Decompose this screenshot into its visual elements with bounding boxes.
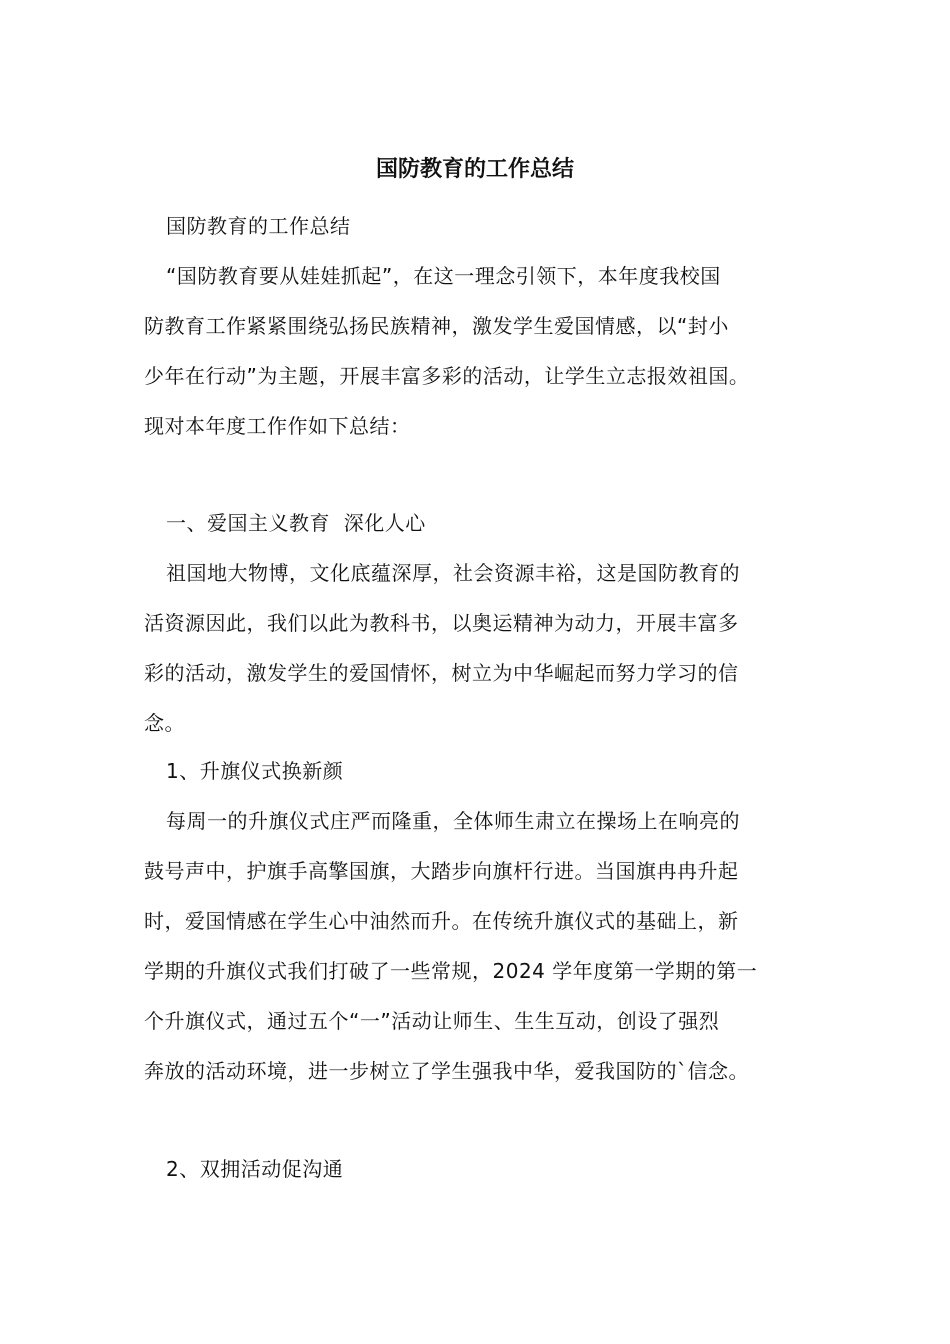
paragraph-line: 念。 — [144, 711, 185, 735]
subsection-heading: 1、升旗仪式换新颜 — [166, 759, 344, 783]
paragraph-line: 少年在行动”为主题，开展丰富多彩的活动，让学生立志报效祖国。 — [144, 364, 750, 388]
subsection-1-heading-block — [144, 746, 820, 796]
paragraph-line: 奔放的活动环境，进一步树立了学生强我中华，爱我国防的`信念。 — [144, 1059, 749, 1083]
paragraph-line: 活资源因此，我们以此为教科书，以奥运精神为动力，开展丰富多 — [144, 611, 739, 635]
paragraph-line: 个升旗仪式，通过五个“一”活动让师生、生生互动，创设了强烈 — [144, 1009, 720, 1033]
section-1-paragraph — [144, 548, 820, 748]
section-1-heading-block — [144, 498, 820, 548]
paragraph-line: 鼓号声中，护旗手高擎国旗，大踏步向旗杆行进。当国旗冉冉升起 — [144, 859, 739, 883]
paragraph-line: 彩的活动，激发学生的爱国情怀，树立为中华崛起而努力学习的信 — [144, 661, 739, 685]
paragraph-line: 每周一的升旗仪式庄严而隆重，全体师生肃立在操场上在响亮的 — [166, 809, 740, 833]
paragraph-line: 时，爱国情感在学生心中油然而升。在传统升旗仪式的基础上，新 — [144, 909, 739, 933]
paragraph-line: “国防教育要从娃娃抓起”，在这一理念引领下，本年度我校国 — [166, 264, 721, 288]
subsection-2-heading-block — [144, 1144, 820, 1194]
paragraph-line: 学期的升旗仪式我们打破了一些常规，2024 学年度第一学期的第一 — [144, 959, 758, 983]
document-subtitle-block — [144, 201, 820, 251]
paragraph-line: 防教育工作紧紧围绕弘扬民族精神，激发学生爱国情感，以“封小 — [144, 314, 729, 338]
section-heading: 一、爱国主义教育 深化人心 — [166, 511, 426, 535]
intro-paragraph — [144, 251, 820, 451]
document-title: 国防教育的工作总结 — [375, 157, 574, 182]
subsection-heading: 2、双拥活动促沟通 — [166, 1157, 344, 1181]
document-subtitle: 国防教育的工作总结 — [166, 214, 351, 238]
paragraph-line: 现对本年度工作作如下总结： — [144, 414, 411, 438]
subsection-1-paragraph — [144, 796, 820, 1096]
paragraph-line: 祖国地大物博，文化底蕴深厚，社会资源丰裕，这是国防教育的 — [166, 561, 740, 585]
